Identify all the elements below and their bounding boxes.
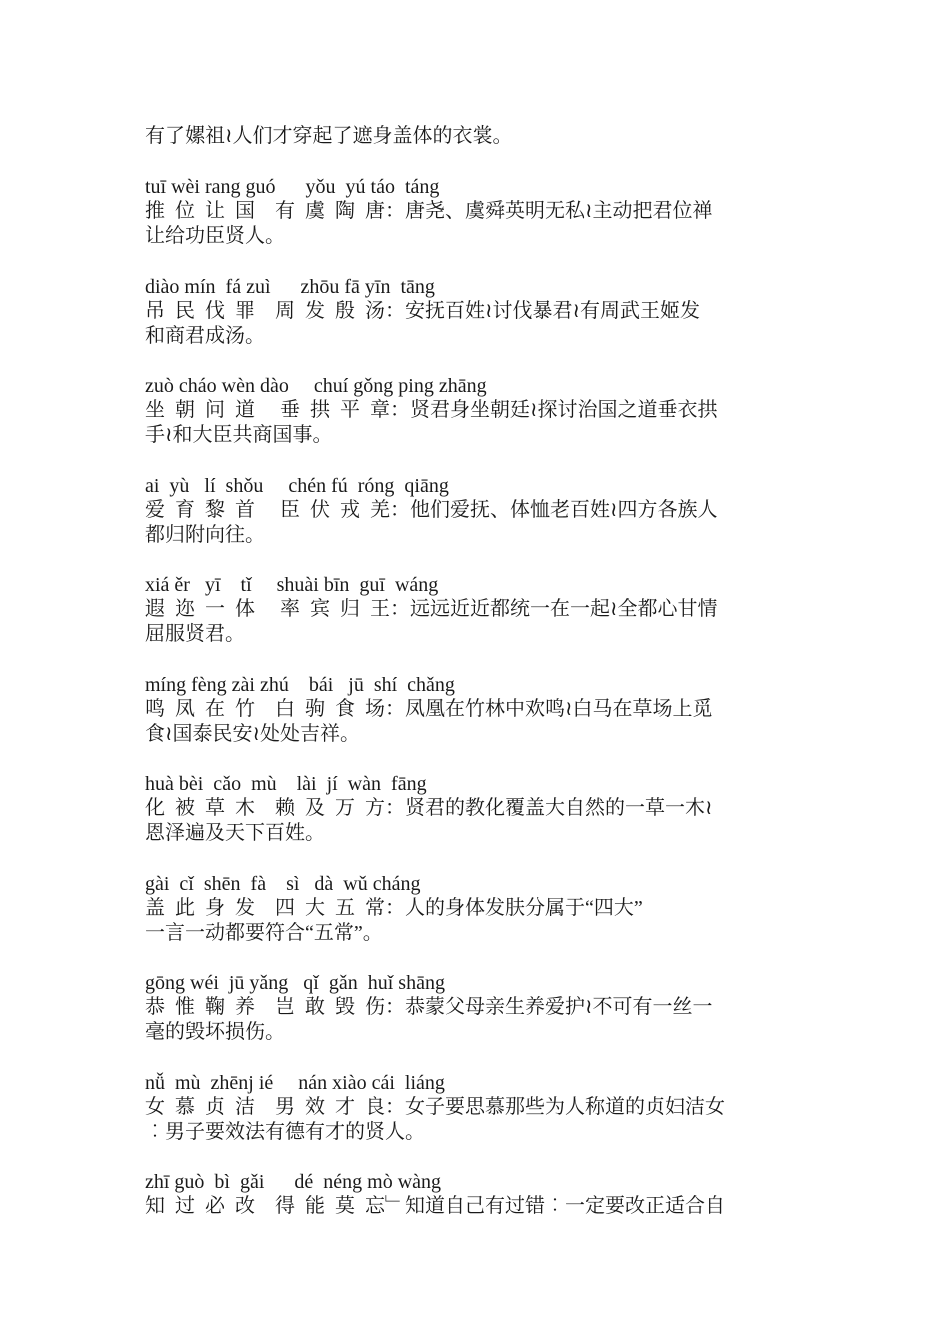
verse-entry (145, 374, 825, 474)
verse-entry (145, 573, 825, 673)
pinyin-line: nǚ mù zhēnj ié nán xiào cái liáng (145, 1071, 445, 1094)
pinyin-line: zhī guò bì gǎi dé néng mò wàng (145, 1171, 442, 1193)
verse-text: 化 被 草 木 赖 及 万 方：贤君的教化覆盖大自然的一草一木≀ 恩泽遍及天下百姓。 (145, 797, 713, 844)
verse-entry (145, 275, 825, 375)
pinyin-line: míng fèng zài zhú bái jū shí chǎng (145, 673, 455, 696)
verse-text: 知 过 必 改 得 能 莫 忘﹂知道自己有过错︰一定要改正适合自 (145, 1195, 725, 1217)
verse-entry (145, 175, 825, 275)
verse-text: 恭 惟 鞠 养 岂 敢 毁 伤：恭蒙父母亲生养爱护≀不可有一丝一 毫的毁坏损伤。 (145, 996, 713, 1043)
verse-entries (145, 175, 825, 1270)
verse-entry (145, 673, 825, 773)
verse-text: 遐 迩 一 体 率 宾 归 王：远远近近都统一在一起≀全都心甘情 屈服贤君。 (145, 598, 718, 645)
verse-text: 女 慕 贞 洁 男 效 才 良：女子要思慕那些为人称道的贞妇洁女 ︰男子要效法有德有才的贤人。 (145, 1095, 725, 1143)
pinyin-line: ai yù lí shǒu chén fú róng qiāng (145, 474, 449, 497)
pinyin-line: diào mín fá zuì zhōu fā yīn tāng (145, 275, 435, 298)
verse-text: 吊 民 伐 罪 周 发 殷 汤：安抚百姓≀讨伐暴君≀有周武王姬发 和商君成汤。 (145, 299, 700, 347)
verse-entry (145, 474, 825, 574)
pinyin-line: zuò cháo wèn dào chuí gǒng ping zhāng (145, 375, 487, 397)
verse-text: 坐 朝 问 道 垂 拱 平 章：贤君身坐朝廷≀探讨治国之道垂衣拱 手≀和大臣共商国事。 (145, 399, 718, 446)
pinyin-line: gài cǐ shēn fà sì dà wǔ cháng (145, 872, 421, 895)
intro-line: 有了嫘祖≀人们才穿起了遮身盖体的衣裳。 (145, 125, 513, 147)
verse-entry (145, 872, 825, 972)
pinyin-line: tuī wèi rang guó yǒu yú táo táng (145, 176, 440, 198)
verse-entry (145, 1170, 825, 1270)
verse-entry (145, 971, 825, 1071)
verse-text: 鸣 凤 在 竹 白 驹 食 场：凤凰在竹林中欢鸣≀白马在草场上觅 食≀国泰民安≀处处吉祥。 (145, 697, 713, 745)
pinyin-line: gōng wéi jū yǎng qǐ gǎn huǐ shāng (145, 972, 445, 994)
verse-entry (145, 1071, 825, 1171)
pinyin-line: huà bèi cǎo mù lài jí wàn fāng (145, 773, 427, 795)
verse-text: 推 位 让 国 有 虞 陶 唐：唐尧、虞舜英明无私≀主动把君位禅 让给功臣贤人。 (145, 200, 713, 247)
verse-text: 盖 此 身 发 四 大 五 常：人的身体发肤分属于“四大” 一言一动都要符合“五常”。 (145, 896, 643, 944)
verse-text: 爱 育 黎 首 臣 伏 戎 羌：他们爱抚、体恤老百姓≀四方各族人 都归附向往。 (145, 498, 718, 546)
verse-entry (145, 772, 825, 872)
pinyin-line: xiá ěr yī tǐ shuài bīn guī wáng (145, 574, 439, 596)
